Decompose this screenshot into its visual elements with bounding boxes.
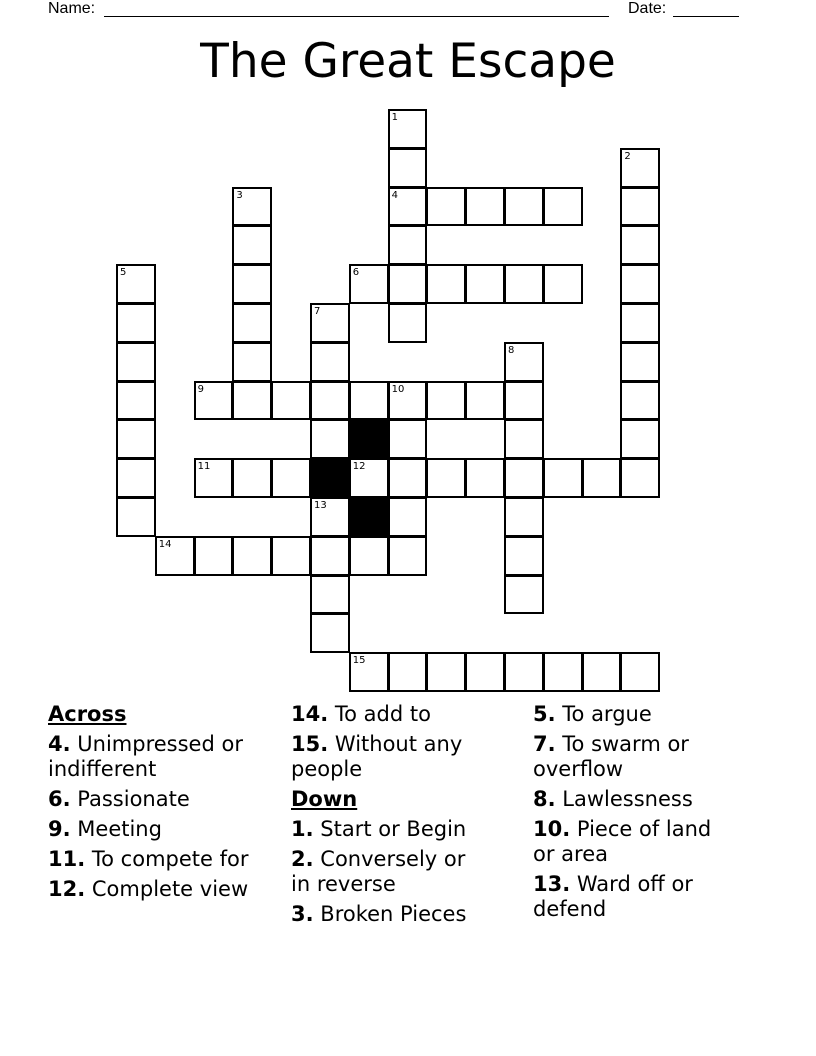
clue-column-3	[533, 702, 768, 927]
grid-cell[interactable]	[504, 264, 544, 304]
grid-cell[interactable]	[271, 536, 311, 576]
clue-number: 7	[314, 306, 321, 317]
grid-cell[interactable]	[543, 264, 583, 304]
clue-number: 9	[197, 383, 204, 395]
black-cell	[310, 458, 350, 498]
grid-cell-5[interactable]	[116, 264, 156, 304]
grid-cell[interactable]	[388, 419, 428, 459]
grid-cell[interactable]	[232, 381, 272, 421]
clue-across-4: 4. Unimpressed or indifferent	[48, 732, 243, 781]
across-heading: Across	[48, 702, 127, 726]
grid-cell[interactable]	[465, 652, 505, 692]
grid-cell[interactable]	[620, 187, 660, 227]
clue-column-2	[291, 702, 526, 932]
grid-cell[interactable]	[116, 419, 156, 459]
grid-cell[interactable]	[116, 303, 156, 343]
grid-cell-7[interactable]	[310, 303, 350, 343]
grid-cell[interactable]	[310, 613, 350, 653]
grid-cell[interactable]	[388, 497, 428, 537]
grid-cell[interactable]	[465, 458, 505, 498]
grid-cell[interactable]	[310, 536, 350, 576]
clue-number: 11	[197, 461, 211, 473]
grid-cell[interactable]	[426, 264, 466, 304]
grid-cell[interactable]	[620, 381, 660, 421]
clue-number: 13	[314, 500, 327, 511]
grid-cell[interactable]	[388, 536, 428, 576]
grid-cell-15[interactable]	[349, 652, 389, 692]
grid-cell[interactable]	[504, 458, 544, 498]
clue-down-2: 2. Conversely or in reverse	[291, 847, 466, 896]
grid-cell[interactable]	[116, 342, 156, 382]
grid-cell-11[interactable]	[194, 458, 234, 498]
grid-cell[interactable]	[310, 419, 350, 459]
clue-across-14: 14. To add to	[291, 702, 431, 726]
grid-cell-13[interactable]	[310, 497, 350, 537]
grid-cell[interactable]	[116, 458, 156, 498]
grid-cell[interactable]	[620, 225, 660, 265]
clue-number: 1	[391, 112, 398, 123]
black-cell	[349, 497, 389, 537]
grid-cell-12[interactable]	[349, 458, 389, 498]
grid-cell[interactable]	[388, 458, 428, 498]
clue-down-13: 13. Ward off or defend	[533, 872, 693, 921]
grid-cell-4[interactable]	[388, 187, 428, 227]
grid-cell-6[interactable]	[349, 264, 389, 304]
clue-across-9: 9. Meeting	[48, 817, 162, 841]
clue-down-5: 5. To argue	[533, 702, 652, 726]
clue-across-15: 15. Without any people	[291, 732, 463, 781]
grid-cell[interactable]	[271, 458, 311, 498]
grid-cell[interactable]	[620, 303, 660, 343]
clue-number: 15	[352, 655, 366, 667]
clue-number: 2	[624, 150, 631, 162]
grid-cell-8[interactable]	[504, 342, 544, 382]
grid-cell[interactable]	[620, 342, 660, 382]
grid-cell[interactable]	[310, 342, 350, 382]
grid-cell[interactable]	[465, 381, 505, 421]
grid-cell[interactable]	[310, 575, 350, 615]
clue-down-7: 7. To swarm or overflow	[533, 732, 689, 781]
grid-cell[interactable]	[116, 381, 156, 421]
grid-cell[interactable]	[582, 652, 622, 692]
grid-cell[interactable]	[426, 187, 466, 227]
grid-cell[interactable]	[388, 225, 428, 265]
grid-cell[interactable]	[504, 536, 544, 576]
grid-cell[interactable]	[504, 652, 544, 692]
grid-cell[interactable]	[620, 419, 660, 459]
grid-cell[interactable]	[426, 381, 466, 421]
clue-number: 14	[158, 538, 172, 550]
grid-cell[interactable]	[426, 652, 466, 692]
grid-cell[interactable]	[388, 652, 428, 692]
grid-cell-1[interactable]	[388, 109, 428, 149]
grid-cell-14[interactable]	[155, 536, 195, 576]
grid-cell[interactable]	[582, 458, 622, 498]
grid-cell[interactable]	[620, 458, 660, 498]
grid-cell[interactable]	[543, 187, 583, 227]
clue-number: 5	[120, 267, 127, 279]
clue-number: 8	[508, 344, 515, 356]
grid-cell[interactable]	[232, 303, 272, 343]
grid-cell[interactable]	[271, 381, 311, 421]
grid-cell[interactable]	[504, 187, 544, 227]
grid-cell[interactable]	[620, 264, 660, 304]
grid-cell[interactable]	[620, 652, 660, 692]
grid-cell[interactable]	[232, 264, 272, 304]
clue-down-10: 10. Piece of land or area	[533, 817, 712, 866]
grid-cell[interactable]	[504, 381, 544, 421]
clue-number: 10	[391, 383, 405, 395]
black-cell	[349, 419, 389, 459]
grid-cell[interactable]	[388, 303, 428, 343]
clue-number: 12	[352, 461, 366, 473]
grid-cell[interactable]	[504, 497, 544, 537]
clue-down-1: 1. Start or Begin	[291, 817, 467, 841]
grid-cell[interactable]	[504, 575, 544, 615]
grid-cell[interactable]	[310, 381, 350, 421]
grid-cell[interactable]	[194, 536, 234, 576]
grid-cell-3[interactable]	[232, 187, 272, 227]
grid-cell[interactable]	[232, 536, 272, 576]
grid-cell[interactable]	[388, 264, 428, 304]
grid-cell[interactable]	[349, 536, 389, 576]
date-label: Date:	[628, 0, 667, 17]
grid-cell[interactable]	[543, 458, 583, 498]
grid-cell-9[interactable]	[194, 381, 234, 421]
grid-cell[interactable]	[543, 652, 583, 692]
clue-number: 4	[391, 189, 398, 201]
grid-cell[interactable]	[349, 381, 389, 421]
grid-cell[interactable]	[232, 225, 272, 265]
grid-cell-2[interactable]	[620, 148, 660, 188]
clue-across-12: 12. Complete view	[48, 877, 249, 901]
clue-number: 3	[236, 189, 243, 201]
page-title: The Great Escape	[200, 34, 616, 89]
clue-across-11: 11. To compete for	[48, 847, 249, 871]
clue-down-3: 3. Broken Pieces	[291, 902, 467, 926]
down-heading: Down	[291, 787, 358, 811]
grid-cell-10[interactable]	[388, 381, 428, 421]
grid-cell[interactable]	[426, 458, 466, 498]
grid-cell[interactable]	[504, 419, 544, 459]
clue-down-8: 8. Lawlessness	[533, 787, 693, 811]
grid-cell[interactable]	[232, 342, 272, 382]
grid-cell[interactable]	[116, 497, 156, 537]
name-label: Name:	[48, 0, 96, 17]
clue-across-6: 6. Passionate	[48, 787, 190, 811]
grid-cell[interactable]	[465, 187, 505, 227]
grid-cell[interactable]	[465, 264, 505, 304]
grid-cell[interactable]	[232, 458, 272, 498]
clue-number: 6	[352, 267, 360, 279]
grid-cell[interactable]	[388, 148, 428, 188]
clue-column-1	[48, 702, 283, 907]
